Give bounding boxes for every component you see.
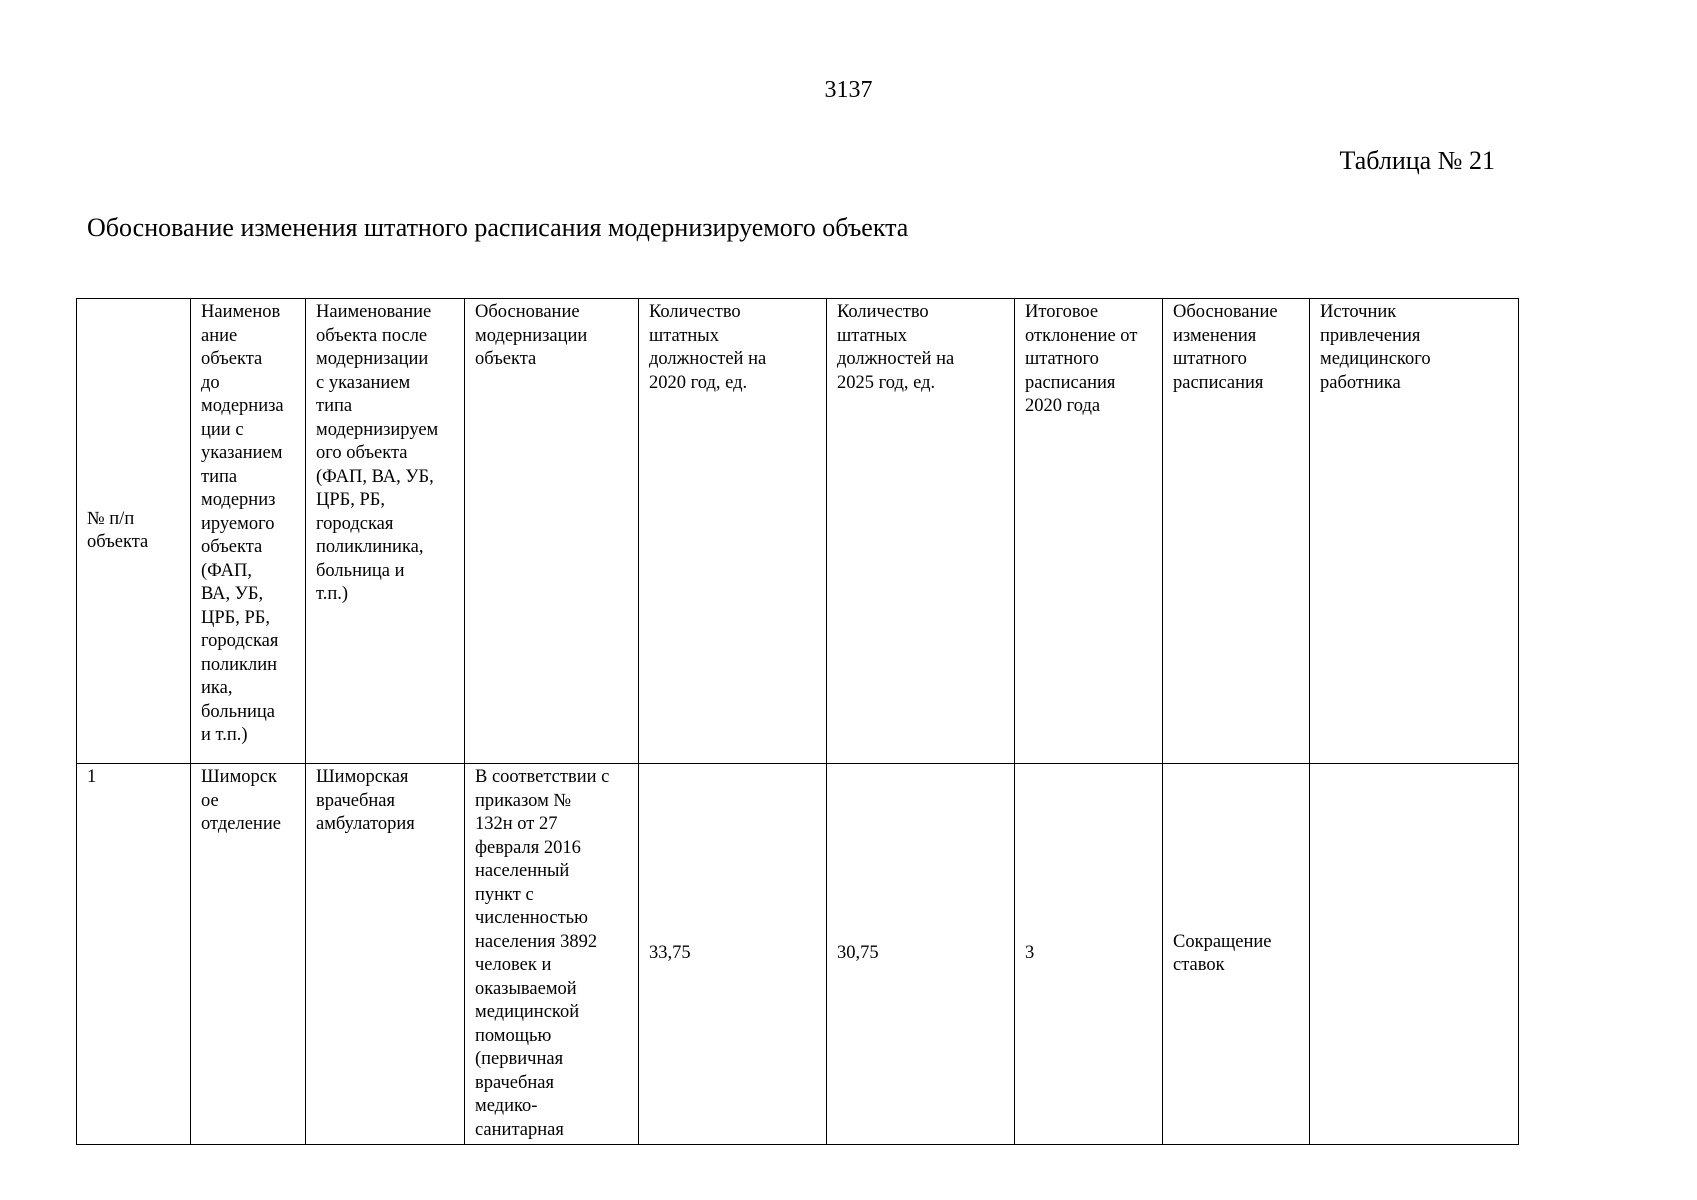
header-cell-modernization-reason	[465, 299, 639, 764]
deviation-value: 3	[1025, 943, 1035, 964]
table-row	[77, 764, 1519, 1145]
cell-source	[1310, 764, 1519, 1145]
header-cell-name-before	[191, 299, 306, 764]
cell-name-after	[306, 764, 465, 1145]
cell-modernization-reason	[465, 764, 639, 1145]
staff-2025-value: 30,75	[837, 943, 879, 964]
header-cell-deviation	[1015, 299, 1163, 764]
name-before-text: Шиморск ое отделение	[201, 767, 281, 834]
cell-number	[77, 764, 191, 1145]
header-number-text: № п/п объекта	[87, 508, 149, 552]
name-after-text: Шиморская врачебная амбулатория	[316, 767, 415, 834]
modernization-reason-text: В соответствии с приказом № 132н от 27 февраля 2016 населенный пункт с численностью населения 3892 человек и оказываемой медицинской помощью (первичная врачебная медико- санитарная	[475, 767, 610, 1140]
header-name-before-text: Наименов ание объекта до модерниза ции с указанием типа модерниз ируемого объекта (ФАП, ВА, УБ, ЦРБ, РБ, городская поликлин ика, больница и т.п.)	[201, 302, 284, 745]
header-modernization-reason-text: Обоснование модернизации объекта	[475, 302, 588, 369]
header-cell-staff-2025	[827, 299, 1015, 764]
header-cell-number	[77, 299, 191, 764]
cell-staff-2025	[827, 764, 1015, 1145]
header-deviation-text: Итоговое отклонение от штатного расписания 2020 года	[1025, 302, 1138, 416]
table-header-row	[77, 299, 1519, 764]
header-cell-source	[1310, 299, 1519, 764]
table-label: Таблица № 21	[1339, 146, 1495, 175]
staff-2020-value: 33,75	[649, 943, 691, 964]
cell-change-reason	[1163, 764, 1310, 1145]
header-change-reason-text: Обоснование изменения штатного расписания	[1173, 302, 1278, 393]
header-staff-2020-text: Количество штатных должностей на 2020 год, ед.	[649, 302, 767, 393]
row-number-text: 1	[87, 767, 97, 787]
header-cell-change-reason	[1163, 299, 1310, 764]
header-cell-staff-2020	[639, 299, 827, 764]
page-number: 3137	[824, 77, 873, 103]
change-reason-text: Сокращение ставок	[1173, 931, 1272, 975]
header-staff-2025-text: Количество штатных должностей на 2025 год, ед.	[837, 302, 955, 393]
staff-change-table	[76, 298, 1519, 1145]
header-source-text: Источник привлечения медицинского работника	[1320, 302, 1431, 393]
document-title: Обоснование изменения штатного расписания модернизируемого объекта	[87, 213, 909, 242]
header-name-after-text: Наименование объекта после модернизации с указанием типа модернизируем ого объекта (ФАП, ВА, УБ, ЦРБ, РБ, городская поликлиника, больница и т.п.)	[316, 302, 439, 604]
cell-deviation	[1015, 764, 1163, 1145]
cell-name-before	[191, 764, 306, 1145]
cell-staff-2020	[639, 764, 827, 1145]
header-cell-name-after	[306, 299, 465, 764]
